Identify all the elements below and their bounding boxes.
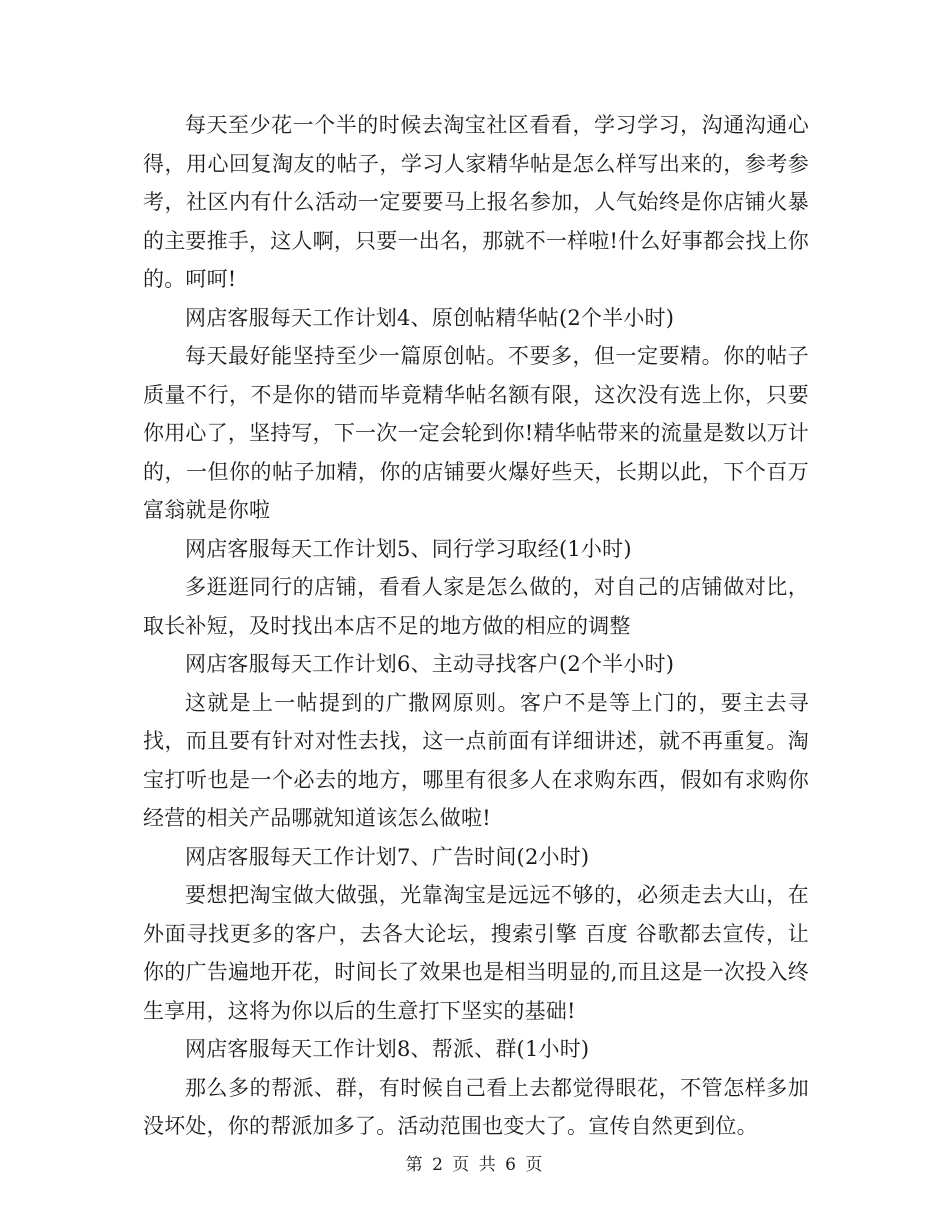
footer-current-page: 2 (432, 1155, 445, 1175)
paragraph: 那么多的帮派、群，有时候自己看上去都觉得眼花，不管怎样多加没坏处，你的帮派加多了。活动范围也变大了。宣传自然更到位。 (143, 1075, 809, 1138)
section-heading: 网店客服每天工作计划4、原创帖精华帖(2个半小时) (185, 305, 675, 330)
footer-total-pages: 6 (505, 1155, 518, 1175)
document-body (143, 106, 809, 1146)
section-heading: 网店客服每天工作计划6、主动寻找客户(2个半小时) (185, 652, 675, 676)
footer-label-page: 第 (405, 1155, 425, 1175)
section-heading: 网店客服每天工作计划5、同行学习取经(1小时) (185, 536, 632, 561)
paragraph: 要想把淘宝做大做强，光靠淘宝是远远不够的，必须走去大山，在外面寻找更多的客户，去各大论坛，搜索引擎 百度 谷歌都去宣传，让你的广告遍地开花，时间长了效果也是相当明显的,而且这是一次投入终生享用，这将为你以后的生意打下坚实的基础! (143, 883, 809, 1023)
section-heading: 网店客服每天工作计划7、广告时间(2小时) (185, 844, 590, 869)
paragraph: 每天至少花一个半的时候去淘宝社区看看，学习学习，沟通沟通心得，用心回复淘友的帖子，学习人家精华帖是怎么样写出来的，参考参考，社区内有什么活动一定要要马上报名参加，人气始终是你店铺火暴的主要推手，这人啊，只要一出名，那就不一样啦!什么好事都会找上你的。呵呵! (143, 113, 809, 291)
paragraph: 每天最好能坚持至少一篇原创帖。不要多，但一定要精。你的帖子质量不行，不是你的错而毕竟精华帖名额有限，这次没有选上你，只要你用心了，坚持写，下一次一定会轮到你!精华帖带来的流量是数以万计的，一但你的帖子加精，你的店铺要火爆好些天，长期以此，下个百万富翁就是你啦 (143, 344, 809, 522)
footer-label-total: 共 (478, 1155, 498, 1175)
paragraph: 这就是上一帖提到的广撒网原则。客户不是等上门的，要主去寻找，而且要有针对对性去找，这一点前面有详细讲述，就不再重复。淘宝打听也是一个必去的地方，哪里有很多人在求购东西，假如有求购你经营的相关产品哪就知道该怎么做啦! (143, 690, 809, 830)
page-footer (0, 1153, 950, 1177)
section-heading: 网店客服每天工作计划8、帮派、群(1小时) (185, 1037, 590, 1061)
footer-label-unit: 页 (452, 1155, 472, 1175)
paragraph: 多逛逛同行的店铺，看看人家是怎么做的，对自己的店铺做对比，取长补短，及时找出本店不足的地方做的相应的调整 (143, 575, 809, 638)
footer-label-unit-end: 页 (525, 1155, 545, 1175)
